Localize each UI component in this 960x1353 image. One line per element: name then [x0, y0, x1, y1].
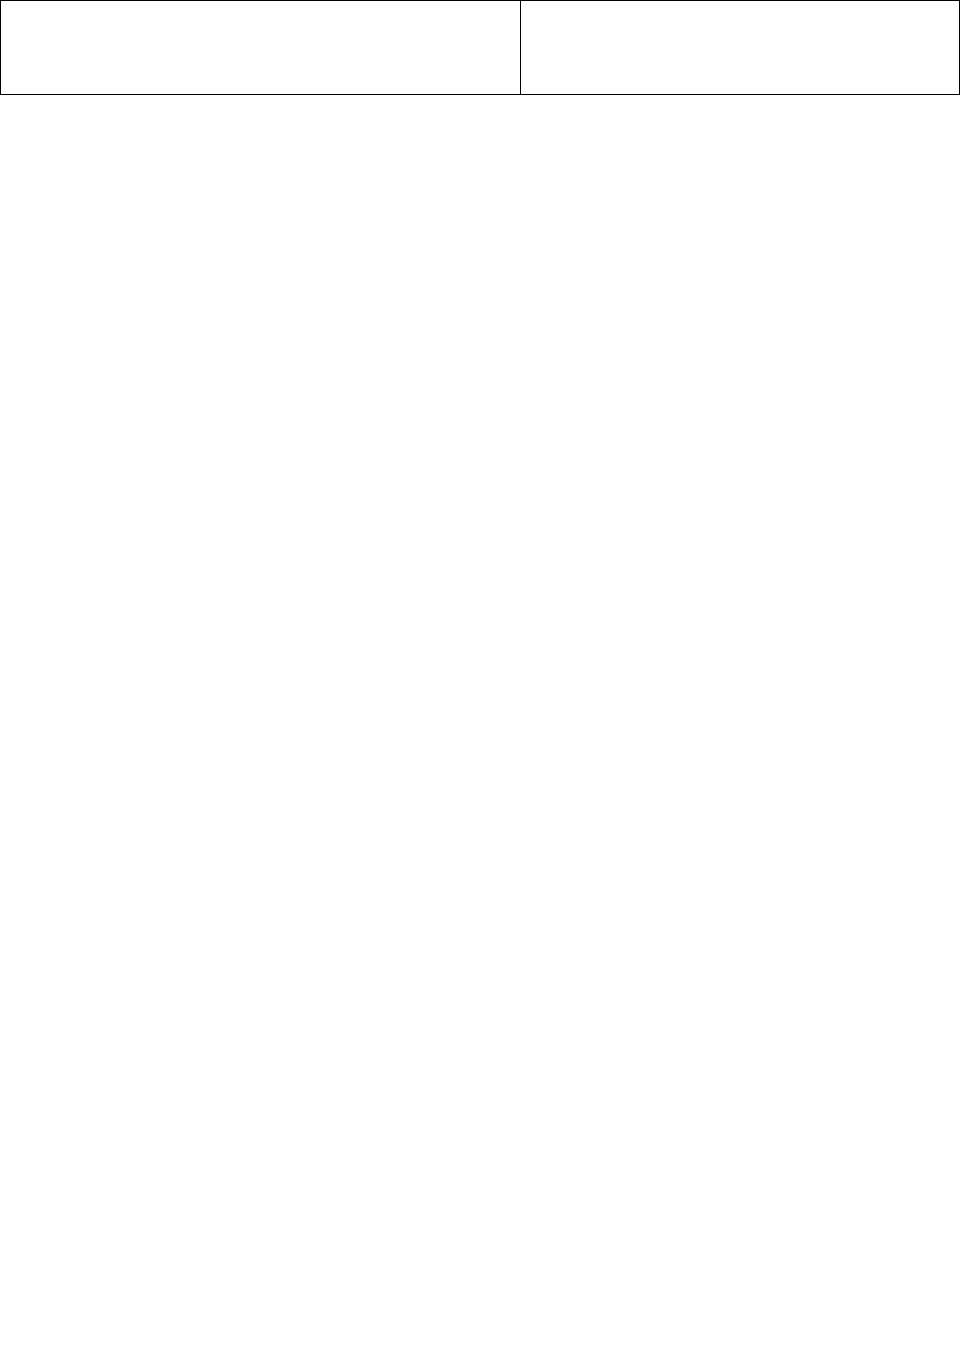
header-divider: [0, 0, 521, 95]
